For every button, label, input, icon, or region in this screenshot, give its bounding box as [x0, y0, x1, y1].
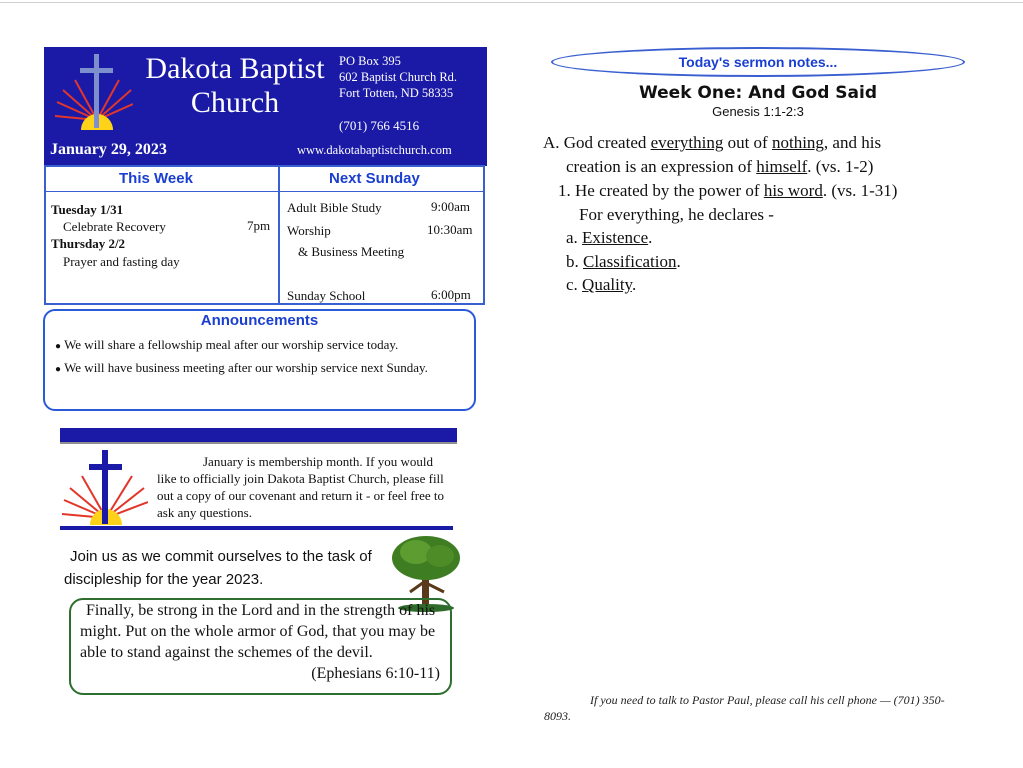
- sermon-title: Week One: And God Said: [638, 83, 877, 103]
- verse-text: [80, 600, 440, 684]
- scripture-verse-box: [69, 598, 452, 695]
- verse-reference: (Ephesians 6:10-11): [311, 665, 440, 682]
- fill-in-blank: Quality: [582, 275, 632, 294]
- sermon-notes-banner: [551, 47, 965, 77]
- note-text: . (vs. 1-31): [822, 181, 898, 200]
- note-text: out of: [727, 133, 768, 152]
- church-phone: (701) 766 4516: [339, 118, 420, 133]
- fill-in-blank: Classification: [583, 252, 677, 271]
- announcements-heading: Announcements: [200, 312, 319, 329]
- event-name: Adult Bible Study: [287, 200, 382, 215]
- city-state-zip: Fort Totten, ND 58335: [339, 86, 454, 100]
- bullet-icon: ●: [55, 364, 62, 375]
- sermon-scripture: Genesis 1:1-2:3: [712, 104, 804, 119]
- event-name: Sunday School: [287, 288, 366, 303]
- note-text: God created: [563, 133, 647, 152]
- sermon-point-1: [558, 179, 978, 203]
- divider-shadow: [60, 442, 457, 444]
- blue-divider-bar: [60, 428, 457, 442]
- blue-divider-bar: [60, 526, 453, 530]
- sermon-sub-point: [566, 226, 652, 250]
- mailing-address: [339, 53, 457, 101]
- cross-sunrise-icon: [62, 446, 148, 526]
- fill-in-blank: everything: [650, 133, 724, 152]
- schedule-divider-horizontal: [46, 191, 483, 192]
- cross-sunrise-icon: [51, 50, 133, 136]
- event-day: Thursday 2/2: [51, 236, 126, 251]
- event-day: Tuesday 1/31: [51, 202, 124, 217]
- note-text: creation is an expression of: [566, 157, 752, 176]
- sermon-sub-point: [566, 250, 681, 274]
- event-time: 7pm: [247, 218, 271, 233]
- bullet-icon: ●: [55, 341, 62, 352]
- event-time: 9:00am: [431, 199, 470, 214]
- event-name: & Business Meeting: [298, 244, 405, 259]
- announcement-text: We will share a fellowship meal after our worship service today.: [64, 337, 399, 352]
- membership-text: January is membership month. If you would like to officially join Dakota Baptist Church, please fill out a copy of our covenant and return it - or feel free to ask any questions.: [157, 454, 444, 520]
- sermon-point-a-cont: [566, 155, 986, 179]
- church-header: [44, 47, 487, 166]
- discipleship-text: Join us as we commit ourselves to the task of discipleship for the year 2023.: [64, 548, 372, 588]
- verse-body: Finally, be strong in the Lord and in the strength of his might. Put on the whole armor of God, that you may be able to stand against the schemes of the devil.: [80, 602, 436, 661]
- pastor-contact-note: If you need to talk to Pastor Paul, please call his cell phone — (701) 350-8093.: [544, 693, 945, 723]
- sermon-sub-point: [566, 273, 636, 297]
- point-label: a.: [566, 228, 578, 247]
- note-text: .: [648, 228, 653, 247]
- point-label: b.: [566, 252, 579, 271]
- event-time: 10:30am: [427, 222, 473, 237]
- fill-in-blank: Existence: [582, 228, 649, 247]
- sermon-point-a: [543, 131, 983, 155]
- note-text: He created by the power of: [575, 181, 760, 200]
- church-website[interactable]: www.dakotabaptistchurch.com: [297, 143, 452, 157]
- note-text: , and his: [823, 133, 882, 152]
- fill-in-blank: himself: [756, 157, 808, 176]
- this-week-heading: This Week: [119, 170, 193, 187]
- point-label: c.: [566, 275, 578, 294]
- announcement-item: [55, 359, 472, 378]
- fill-in-blank: nothing: [771, 133, 824, 152]
- bulletin-date: January 29, 2023: [50, 141, 167, 158]
- schedule-box: [44, 165, 485, 305]
- note-text: .: [676, 252, 681, 271]
- event-time: 6:00pm: [431, 287, 471, 302]
- note-text: . (vs. 1-2): [807, 157, 874, 176]
- street-address: 602 Baptist Church Rd.: [339, 70, 458, 84]
- event-name: Worship: [287, 223, 331, 238]
- po-box: PO Box 395: [339, 54, 401, 68]
- announcement-text: We will have business meeting after our worship service next Sunday.: [64, 360, 428, 375]
- event-name: Prayer and fasting day: [63, 254, 180, 269]
- announcements-box: [43, 309, 476, 411]
- fill-in-blank: his word: [763, 181, 823, 200]
- sermon-notes-heading: Today's sermon notes...: [678, 54, 838, 70]
- announcement-item: [55, 336, 475, 355]
- point-label: A.: [543, 133, 560, 152]
- note-text: .: [631, 275, 637, 294]
- sermon-point-1-cont: For everything, he declares -: [579, 205, 774, 224]
- point-label: 1.: [558, 181, 571, 200]
- event-name: Celebrate Recovery: [63, 219, 166, 234]
- next-sunday-heading: Next Sunday: [329, 170, 420, 187]
- schedule-divider-vertical: [278, 167, 280, 303]
- top-rule: [0, 2, 1023, 3]
- church-name: Dakota Baptist Church: [145, 52, 325, 119]
